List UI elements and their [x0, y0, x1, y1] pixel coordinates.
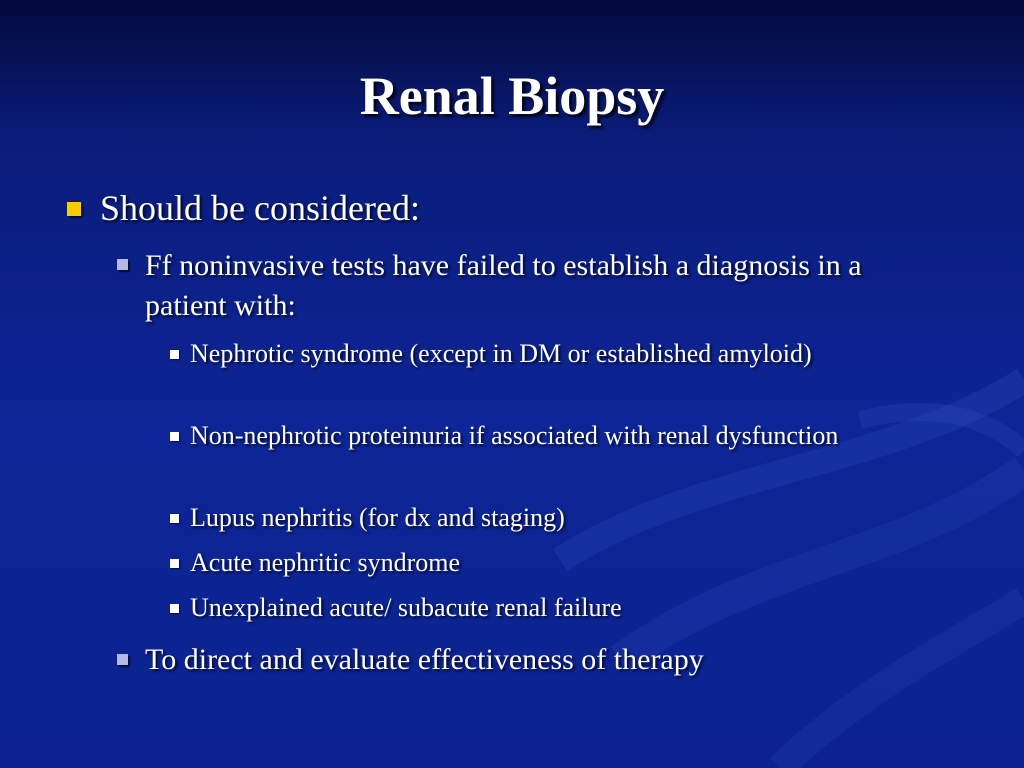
- bullet-level3-text: Unexplained acute/ subacute renal failure: [190, 593, 622, 622]
- slide-title: Renal Biopsy: [359, 66, 665, 126]
- bullet-level3-icon: [170, 604, 179, 613]
- bullet-level1-icon: [67, 202, 81, 216]
- bullet-level3-text: Lupus nephritis (for dx and staging): [190, 503, 565, 532]
- bullet-level3-icon: [170, 350, 179, 359]
- bullet-level3-text: Non-nephrotic proteinuria if associated with renal dysfunction: [190, 421, 839, 450]
- bullet-level3-text: Acute nephritic syndrome: [190, 548, 461, 577]
- bullet-level3-icon: [170, 432, 179, 441]
- bullet-level2-icon: [117, 259, 128, 270]
- bullet-level3-text: Nephrotic syndrome (except in DM or established amyloid): [190, 339, 812, 368]
- bullet-level2-text: Ff noninvasive tests have failed to establish a diagnosis in a patient with:: [145, 249, 862, 322]
- bullet-level3-icon: [170, 514, 179, 523]
- bullet-level3-icon: [170, 559, 179, 568]
- bullet-level1-text: Should be considered:: [100, 188, 420, 228]
- bullet-level2-text: To direct and evaluate effectiveness of therapy: [145, 643, 704, 676]
- bullet-level2-icon: [117, 654, 128, 665]
